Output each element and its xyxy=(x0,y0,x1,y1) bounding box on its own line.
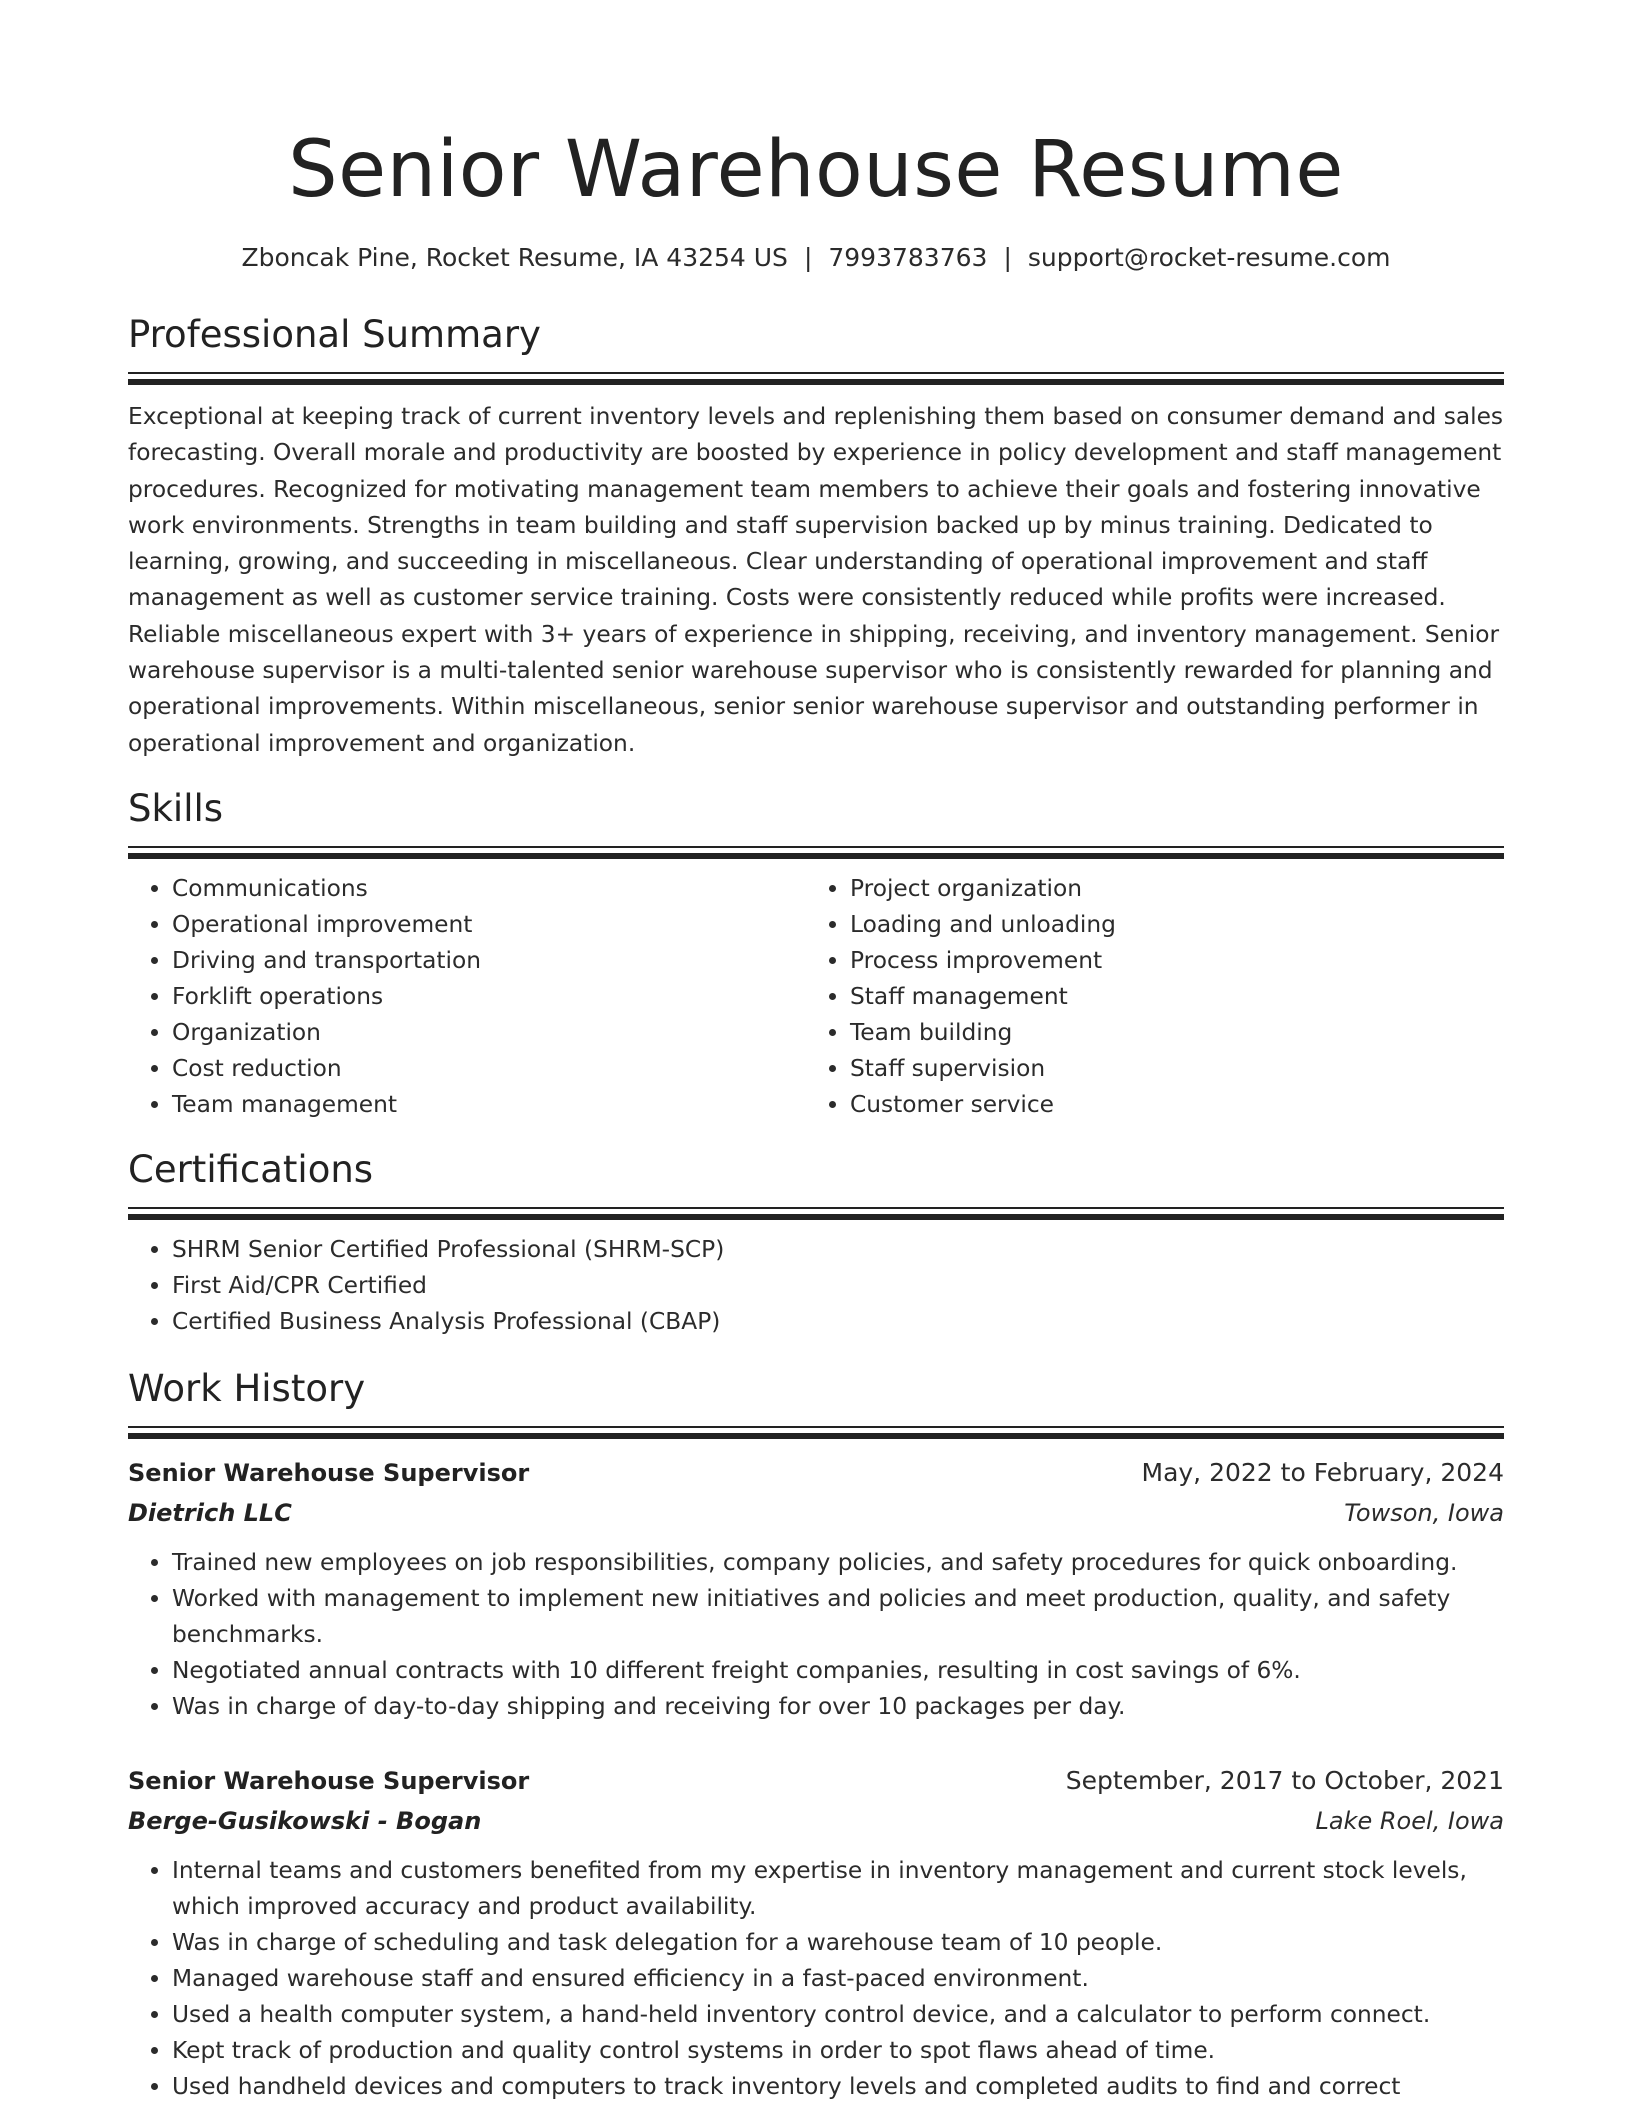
skill-item: • Team management xyxy=(172,1087,806,1123)
certifications-heading: Certifications xyxy=(128,1147,374,1191)
certifications-list xyxy=(128,1232,1504,1340)
resume-title: Senior Warehouse Resume xyxy=(288,125,1344,215)
job-entry xyxy=(128,1761,1504,2105)
job-location: Towson, Iowa xyxy=(1344,1498,1504,1527)
skill-item: • Driving and transportation xyxy=(172,943,806,979)
skill-item: • Organization xyxy=(172,1015,806,1051)
job-bullet: • Managed warehouse staff and ensured efficiency in a fast-paced environment. xyxy=(172,1961,1504,1997)
job-company-row xyxy=(128,1801,1504,1841)
skills-list-left xyxy=(128,871,806,1123)
section-divider-thick xyxy=(128,379,1504,385)
resume-page xyxy=(128,118,1504,2105)
section-divider-thick xyxy=(128,1433,1504,1439)
job-bullet: • Negotiated annual contracts with 10 different freight companies, resulting in cost savings of 6%. xyxy=(172,1653,1504,1689)
contact-separator: | xyxy=(803,243,813,272)
section-divider xyxy=(128,1426,1504,1428)
job-company: Berge-Gusikowski - Bogan xyxy=(128,1806,482,1835)
job-header-row xyxy=(128,1453,1504,1493)
skill-item: • Customer service xyxy=(850,1087,1484,1123)
skills-heading: Skills xyxy=(128,786,224,830)
job-company: Dietrich LLC xyxy=(128,1498,292,1527)
job-bullet: • Internal teams and customers benefited from my expertise in inventory management and current stock levels, which improved accuracy and product availability. xyxy=(172,1853,1504,1925)
contact-phone: 7993783763 xyxy=(828,243,988,272)
summary-text: Exceptional at keeping track of current inventory levels and replenishing them based on consumer demand and sales forecasting. Overall morale and productivity are boosted by experience in policy development and staff management procedures. Recognized for motivating management team members to achieve their goals and fostering innovative work environments. Strengths in team building and staff supervision backed up by minus training. Dedicated to learning, growing, and succeeding in miscellaneous. Clear understanding of operational improvement and staff management as well as customer service training. Costs were consistently reduced while profits were increased. Reliable miscellaneous expert with 3+ years of experience in shipping, receiving, and inventory management. Senior warehouse supervisor is a multi-talented senior warehouse supervisor who is consistently rewarded for planning and operational improvements. Within miscellaneous, senior senior warehouse supervisor and outstanding performer in operational improvement and organization. xyxy=(128,403,1504,757)
skills-list-right xyxy=(806,871,1484,1123)
job-header-row xyxy=(128,1761,1504,1801)
job-company-row xyxy=(128,1493,1504,1533)
job-title: Senior Warehouse Supervisor xyxy=(128,1766,530,1795)
section-divider xyxy=(128,1207,1504,1209)
skill-item: • Staff supervision xyxy=(850,1051,1484,1087)
job-bullet: • Used a health computer system, a hand-held inventory control device, and a calculator to perform connect. xyxy=(172,1997,1504,2033)
work-history-section xyxy=(128,1366,1504,2105)
skill-item: • Operational improvement xyxy=(172,907,806,943)
section-divider-thick xyxy=(128,1214,1504,1220)
job-bullets xyxy=(128,1545,1504,1725)
job-bullets xyxy=(128,1853,1504,2105)
job-entry xyxy=(128,1453,1504,1725)
job-bullet: • Was in charge of day-to-day shipping and receiving for over 10 packages per day. xyxy=(172,1689,1504,1725)
skills-section xyxy=(128,786,1504,1123)
skill-item: • Team building xyxy=(850,1015,1484,1051)
job-bullet: • Used handheld devices and computers to track inventory levels and completed audits to find and correct xyxy=(172,2069,1504,2105)
job-title: Senior Warehouse Supervisor xyxy=(128,1458,530,1487)
section-divider xyxy=(128,372,1504,374)
work-history-heading: Work History xyxy=(128,1366,366,1410)
certifications-section xyxy=(128,1147,1504,1340)
job-bullet: • Trained new employees on job responsibilities, company policies, and safety procedures for quick onboarding. xyxy=(172,1545,1504,1581)
skill-item: • Staff management xyxy=(850,979,1484,1015)
summary-heading: Professional Summary xyxy=(128,313,541,356)
summary-section xyxy=(128,312,1504,762)
contact-address: Zboncak Pine, Rocket Resume, IA 43254 US xyxy=(241,243,788,272)
job-bullet: • Kept track of production and quality control systems in order to spot flaws ahead of time. xyxy=(172,2033,1504,2069)
skill-item: • Project organization xyxy=(850,871,1484,907)
skill-item: • Loading and unloading xyxy=(850,907,1484,943)
section-divider xyxy=(128,846,1504,848)
job-bullet: • Worked with management to implement new initiatives and policies and meet production, quality, and safety benchmarks. xyxy=(172,1581,1504,1653)
contact-separator: | xyxy=(1003,243,1012,272)
job-location: Lake Roel, Iowa xyxy=(1315,1806,1504,1835)
certification-item: • Certified Business Analysis Professional (CBAP) xyxy=(172,1304,1504,1340)
skill-item: • Cost reduction xyxy=(172,1051,806,1087)
contact-line xyxy=(128,242,1504,274)
skills-columns xyxy=(128,871,1504,1123)
section-divider-thick xyxy=(128,853,1504,859)
certification-item: • SHRM Senior Certified Professional (SHRM-SCP) xyxy=(172,1232,1504,1268)
job-dates: May, 2022 to February, 2024 xyxy=(1141,1457,1504,1487)
job-dates: September, 2017 to October, 2021 xyxy=(1065,1765,1504,1795)
skill-item: • Communications xyxy=(172,871,806,907)
skill-item: • Forklift operations xyxy=(172,979,806,1015)
contact-email: support@rocket-resume.com xyxy=(1027,243,1391,272)
skill-item: • Process improvement xyxy=(850,943,1484,979)
job-bullet: • Was in charge of scheduling and task delegation for a warehouse team of 10 people. xyxy=(172,1925,1504,1961)
certification-item: • First Aid/CPR Certified xyxy=(172,1268,1504,1304)
